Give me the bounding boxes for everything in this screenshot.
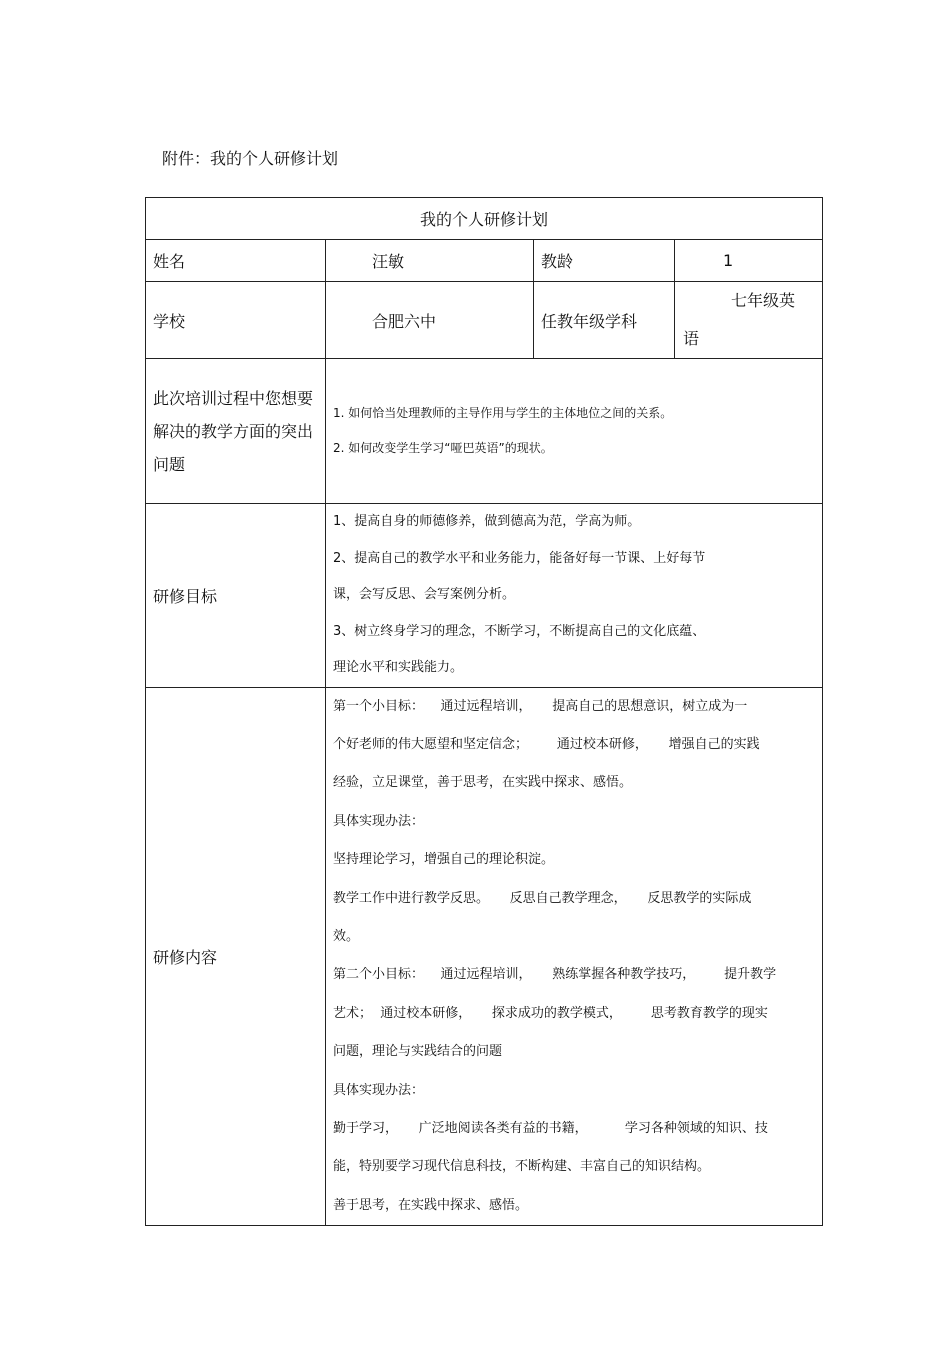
- content-line: 第一个小目标： 通过远程培训， 提高自己的思想意识，树立成为一: [333, 698, 748, 714]
- problem-label: 此次培训过程中您想要解决的教学方面的突出问题: [146, 359, 326, 504]
- content-line: 个好老师的伟大愿望和坚定信念； 通过校本研修， 增强自己的实践: [333, 736, 760, 752]
- content-line: 问题，理论与实践结合的问题: [333, 1044, 503, 1060]
- content-label: 研修内容: [146, 687, 326, 1226]
- name-value: 汪敏: [326, 240, 534, 282]
- teaching-years-label: 教龄: [534, 240, 675, 282]
- content-line: 具体实现办法：: [333, 813, 425, 829]
- content-line: 能，特别要学习现代信息科技，不断构建、丰富自己的知识结构。: [333, 1159, 711, 1175]
- attachment-title: 附件：我的个人研修计划: [162, 149, 339, 168]
- school-label: 学校: [146, 282, 326, 359]
- content-line: 效。: [333, 928, 360, 944]
- content-line: 经验，立足课堂，善于思考，在实践中探求、感悟。: [333, 775, 633, 791]
- content-line: 具体实现办法：: [333, 1082, 425, 1098]
- problem-item: 1. 如何恰当处理教师的主导作用与学生的主体地位之间的关系。: [333, 406, 673, 420]
- subject-label: 任教年级学科: [534, 282, 675, 359]
- school-value: 合肥六中: [326, 282, 534, 359]
- subject-value-line1: 七年级英: [731, 291, 796, 310]
- problem-item: 2. 如何改变学生学习“哑巴英语”的现状。: [333, 441, 553, 455]
- content-line: 坚持理论学习，增强自己的理论积淀。: [333, 852, 555, 868]
- goal-line: 2、提高自己的教学水平和业务能力，能备好每一节课、上好每节: [333, 550, 706, 566]
- table-title: 我的个人研修计划: [146, 198, 823, 240]
- study-plan-table: [145, 197, 823, 1226]
- content-line: 勤于学习， 广泛地阅读各类有益的书籍， 学习各种领域的知识、技: [333, 1120, 768, 1136]
- name-label: 姓名: [146, 240, 326, 282]
- teaching-years-value: 1: [675, 240, 823, 282]
- goal-label: 研修目标: [146, 504, 326, 688]
- goal-line: 理论水平和实践能力。: [333, 660, 464, 675]
- subject-value-line2: 语: [683, 329, 700, 348]
- goal-line: 课，会写反思、会写案例分析。: [333, 587, 516, 602]
- content-line: 艺术； 通过校本研修， 探求成功的教学模式， 思考教育教学的现实: [333, 1005, 768, 1021]
- content-line: 教学工作中进行教学反思。 反思自己教学理念， 反思教学的实际成: [333, 890, 752, 906]
- problem-content: [326, 359, 823, 504]
- content-body: [326, 687, 823, 1226]
- goal-line: 1、提高自身的师德修养，做到德高为范，学高为师。: [333, 514, 641, 529]
- subject-value: [675, 282, 823, 359]
- content-line: 善于思考，在实践中探求、感悟。: [333, 1197, 529, 1213]
- goal-content: [326, 504, 823, 688]
- goal-line: 3、树立终身学习的理念，不断学习，不断提高自己的文化底蕴、: [333, 623, 706, 639]
- content-line: 第二个小目标： 通过远程培训， 熟练掌握各种教学技巧， 提升教学: [333, 967, 777, 983]
